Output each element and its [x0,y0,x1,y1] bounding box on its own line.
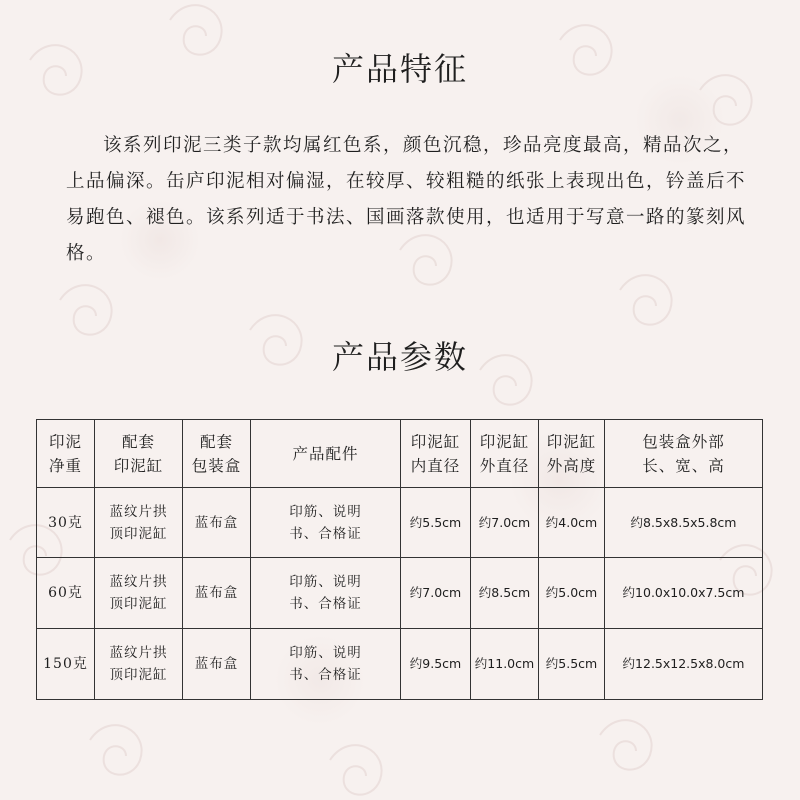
header-cell: 产品配件 [251,420,401,488]
header-cell: 配套 包装盒 [183,420,251,488]
table-cell: 约10.0x10.0x7.5cm [605,558,763,629]
table-cell: 印筋、说明 书、合格证 [251,488,401,558]
table-cell: 约5.5cm [539,629,605,700]
features-description: 该系列印泥三类子款均属红色系，颜色沉稳，珍品亮度最高，精品次之，上品偏深。缶庐印泥相对偏湿，在较厚、较粗糙的纸张上表现出色，钤盖后不易跑色、褪色。该系列适于书法、国画落款使用，也适用于写意一路的篆刻风格。 [66,135,747,264]
table-cell: 蓝布盒 [183,629,251,700]
table-cell: 约12.5x12.5x8.0cm [605,629,763,700]
table-cell: 150克 [37,629,95,700]
table-cell: 蓝纹片拱 顶印泥缸 [95,629,183,700]
header-cell: 印泥缸 内直径 [401,420,471,488]
table-row [37,488,763,558]
table-cell: 约11.0cm [471,629,539,700]
table-cell: 60克 [37,558,95,629]
table-cell: 印筋、说明 书、合格证 [251,558,401,629]
features-title: 产品特征 [331,50,468,88]
table-cell: 蓝布盒 [183,488,251,558]
header-cell: 印泥缸 外高度 [539,420,605,488]
table-cell: 约8.5x8.5x5.8cm [605,488,763,558]
table-cell: 约7.0cm [401,558,471,629]
table-cell: 蓝布盒 [183,558,251,629]
table-cell: 蓝纹片拱 顶印泥缸 [95,488,183,558]
table-row [37,558,763,629]
header-cell: 印泥 净重 [37,420,95,488]
table-cell: 约8.5cm [471,558,539,629]
params-table [36,419,763,700]
params-title: 产品参数 [331,338,468,376]
table-header-row [37,420,763,488]
table-cell: 约5.0cm [539,558,605,629]
table-row [37,629,763,700]
header-cell: 印泥缸 外直径 [471,420,539,488]
header-cell: 包装盒外部 长、宽、高 [605,420,763,488]
header-cell: 配套 印泥缸 [95,420,183,488]
table-cell: 蓝纹片拱 顶印泥缸 [95,558,183,629]
table-cell: 约9.5cm [401,629,471,700]
table-cell: 约5.5cm [401,488,471,558]
table-cell: 印筋、说明 书、合格证 [251,629,401,700]
table-cell: 约4.0cm [539,488,605,558]
table-cell: 约7.0cm [471,488,539,558]
table-cell: 30克 [37,488,95,558]
